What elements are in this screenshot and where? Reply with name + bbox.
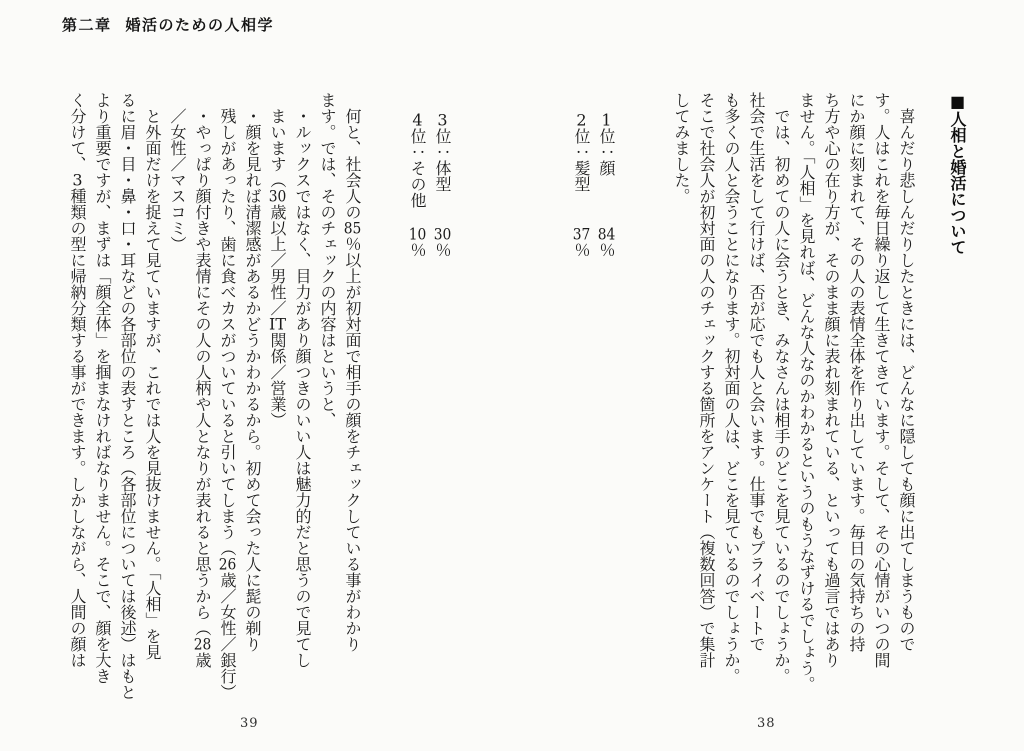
- page-right: [560, 92, 970, 710]
- body-column: より重要ですが、まずは「顔全体」を掴まなければなりません。そこで、顔を大き: [93, 92, 112, 684]
- body-column: ません。「人相」を見れば、どんな人なのかわかるというのもうなずけるでしょう。: [797, 92, 816, 692]
- body-column: ／女性／マスコミ）: [168, 108, 187, 252]
- body-column: るに眉・目・鼻・口・耳などの各部位の表すところ（各部位については後述）はもと: [118, 92, 137, 700]
- ranking-item: [430, 92, 455, 710]
- ranking-value: 37％: [572, 226, 591, 258]
- body-column: 残しがあったり、歯に食べカスがついていると引いてしまう（26歳／女性／銀行）: [218, 108, 237, 700]
- section-title: ■人相と婚活について: [948, 92, 967, 255]
- body-column: ・顔を見れば清潔感があるかどうかわかるから。初めて会った人に髭の剃り: [243, 108, 262, 652]
- body-column: と外面だけを捉えて見ていますが、これでは人を見抜けません。「人相」を見: [143, 108, 162, 660]
- body-column: 社会で生活をして行けば、否が応でも人と会います。仕事でもプライベートで: [747, 92, 766, 652]
- ranking-label: 3位：体型: [433, 112, 452, 192]
- chapter-number: 第二章: [62, 16, 112, 34]
- page-number-right: 38: [757, 716, 776, 731]
- ranking-label: 1位：顔: [597, 112, 616, 176]
- body-column: まいます（30歳以上／男性／IT関係／営業）: [268, 108, 287, 428]
- body-column: では、初めての人に会うとき、みなさんは相手のどこを見ているのでしょうか。: [772, 108, 791, 684]
- body-column: ・ルックスではなく、目力があり顔つきのいい人は魅力的だと思うので見てし: [293, 108, 312, 668]
- body-column: 喜んだり悲しんだりしたときには、どんなに隠しても顔に出てしまうもので: [897, 108, 916, 652]
- body-column: 何と、社会人の85％以上が初対面で相手の顔をチェックしている事がわかり: [343, 108, 362, 652]
- ranking-value: 30％: [433, 226, 452, 258]
- body-column: ます。では、そのチェックの内容はというと、: [318, 92, 337, 428]
- chapter-header: [62, 14, 274, 35]
- ranking-item: [594, 92, 619, 710]
- body-column: してみました。: [672, 92, 691, 204]
- body-column: く分けて、3種類の型に帰納分類する事ができます。しかしながら、人間の顔は: [68, 92, 87, 668]
- ranking-value: 84％: [597, 226, 616, 258]
- ranking-value: 10％: [408, 226, 427, 258]
- body-column: ・やっぱり顔付きや表情にその人の人柄や人となりが表れると思うから（28歳: [193, 108, 212, 668]
- page-number-left: 39: [240, 716, 259, 731]
- ranking-label: 4位：その他: [408, 112, 427, 208]
- ranking-label: 2位：髪型: [572, 112, 591, 192]
- body-column: にか顔に刻まれて、その人の表情全体を作り出しています。毎日の気持ちの持: [847, 92, 866, 652]
- ranking-item: [569, 92, 594, 710]
- body-column: ち方や心の在り方が、そのまま顔に表れ刻まれている、といっても過言ではあり: [822, 92, 841, 668]
- chapter-title: 婚活のための人相学: [125, 16, 275, 34]
- body-column: も多くの人と会うことになります。初対面の人は、どこを見ているのでしょうか。: [722, 92, 741, 684]
- page-left: [65, 92, 455, 710]
- ranking-item: [405, 92, 430, 710]
- body-column: そこで社会人が初対面の人のチェックする箇所をアンケート（複数回答）で集計: [697, 92, 716, 668]
- body-column: す。人はこれを毎日繰り返して生きてきています。そして、その心情がいつの間: [872, 92, 891, 668]
